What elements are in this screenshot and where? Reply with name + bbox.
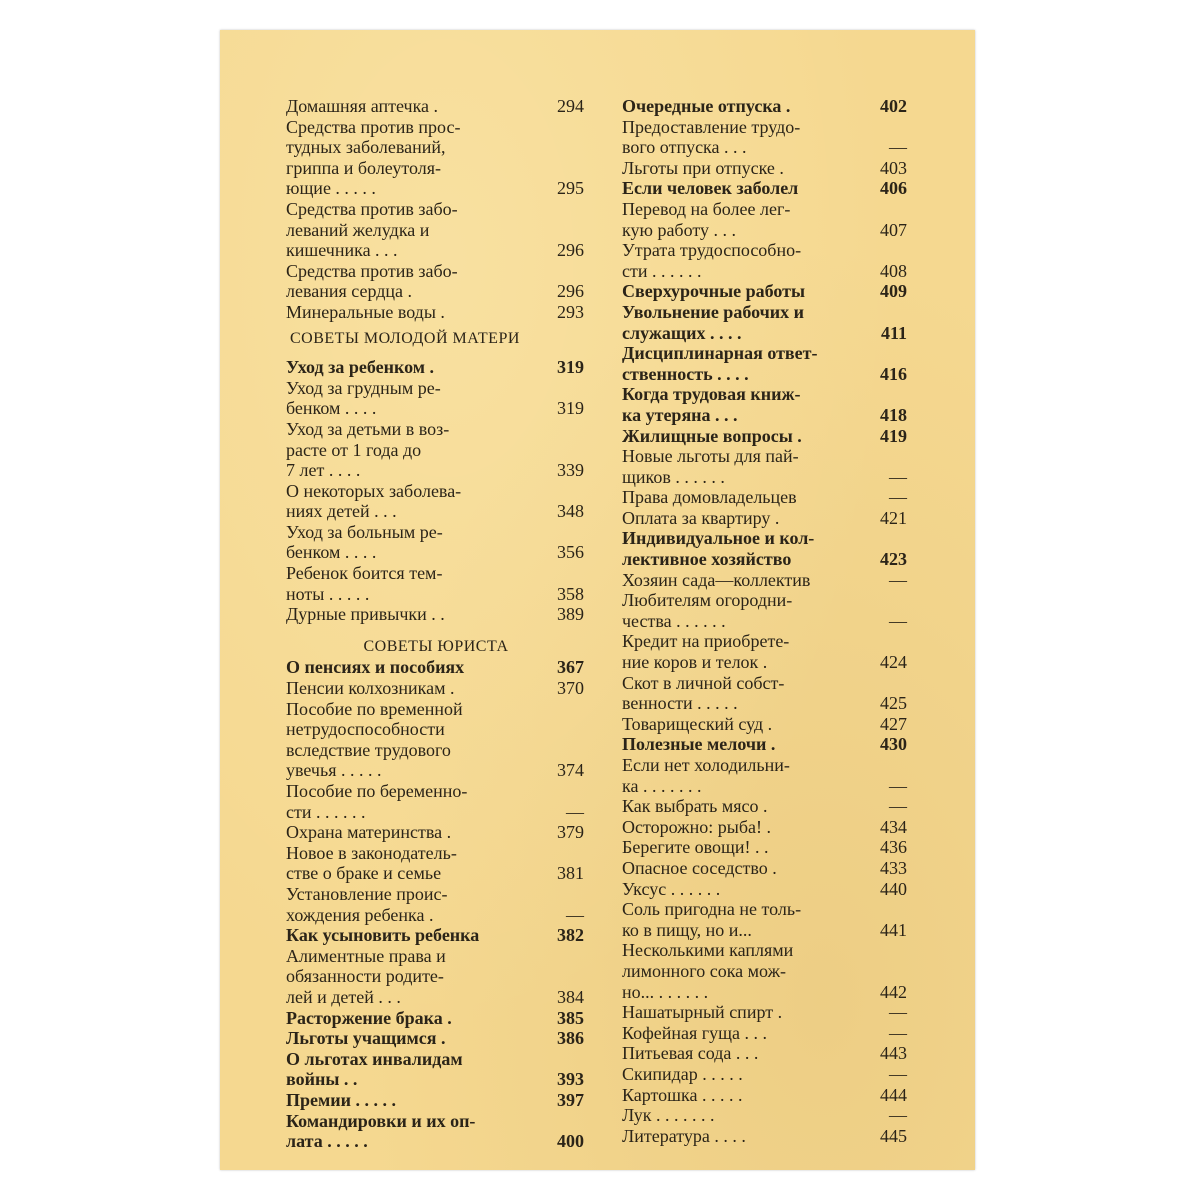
toc-page-number: 385 — [557, 1007, 584, 1028]
toc-entry — [622, 940, 909, 1002]
toc-entry — [622, 528, 909, 569]
toc-entry — [286, 522, 586, 563]
toc-entry-title-line: ка утеряна . . . — [622, 404, 738, 425]
toc-entry-title-line: Льготы при отпуске . — [622, 157, 784, 178]
toc-entry-title-line: ственность . . . . — [622, 363, 749, 384]
toc-page-number: 295 — [557, 178, 584, 199]
toc-entry-title-line: ющие . . . . . — [286, 178, 376, 199]
toc-entry — [622, 96, 909, 117]
toc-page-number: 382 — [557, 925, 584, 946]
toc-page-number: 379 — [557, 822, 584, 843]
toc-entry-title-line: Как усыновить ребенка — [286, 925, 480, 946]
toc-entry — [622, 1105, 909, 1126]
toc-page-number: 319 — [557, 398, 584, 419]
toc-entry — [622, 631, 909, 672]
toc-entry-title-line: ноты . . . . . — [286, 583, 370, 604]
toc-page-number: 423 — [880, 549, 907, 570]
toc-page-number: 442 — [880, 981, 907, 1002]
toc-page-number: — — [566, 904, 584, 925]
toc-entry-title-line: Жилищные вопросы . — [622, 425, 802, 446]
toc-entry-title-line: лимонного сока мож- — [622, 960, 787, 981]
toc-entry-title-line: лективное хозяйство — [622, 549, 792, 570]
toc-entry — [622, 714, 909, 735]
toc-entry-title-line: сти . . . . . . — [622, 260, 702, 281]
toc-entry-title-line: Любителям огородни- — [622, 590, 793, 611]
toc-page-number: 296 — [557, 281, 584, 302]
toc-page-number: — — [889, 466, 907, 487]
toc-entry — [622, 343, 909, 384]
toc-entry — [622, 446, 909, 487]
toc-entry-title-line: Если нет холодильни- — [622, 755, 790, 775]
toc-page-number: 434 — [880, 816, 907, 837]
toc-page-number: 408 — [880, 260, 907, 281]
toc-page-number: 348 — [557, 501, 584, 522]
toc-entry-title-line: Хозяин сада—коллектив — [622, 569, 811, 590]
toc-entry — [286, 822, 586, 843]
toc-entry-title-line: О пенсиях и пособиях — [286, 657, 465, 678]
toc-entry-title-line: Оплата за квартиру . — [622, 507, 780, 528]
toc-entry-title-line: увечья . . . . . — [286, 760, 382, 781]
toc-entry-title-line: Питьевая сода . . . — [622, 1043, 759, 1064]
toc-entry-title-line: Дисциплинарная ответ- — [622, 343, 818, 364]
toc-entry-title-line: чества . . . . . . — [622, 610, 726, 631]
toc-entry-title-line: Кофейная гуща . . . — [622, 1022, 768, 1043]
toc-entry — [622, 796, 909, 817]
toc-entry — [286, 925, 586, 946]
toc-entry-title-line: Командировки и их оп- — [286, 1110, 476, 1131]
toc-page-number: 407 — [880, 219, 907, 240]
toc-entry-title-line: Новое в законодатель- — [286, 842, 457, 863]
toc-entry — [286, 419, 586, 481]
toc-page-number: 386 — [557, 1028, 584, 1049]
toc-entry — [286, 699, 586, 781]
toc-page-number: 436 — [880, 837, 907, 858]
toc-entry — [286, 302, 586, 323]
toc-page-number: 400 — [557, 1131, 584, 1152]
toc-entry — [286, 96, 586, 117]
toc-entry-title-line: Домашняя аптечка . — [286, 96, 439, 116]
toc-entry — [622, 178, 909, 199]
toc-page-number: 294 — [557, 96, 584, 116]
toc-entry-title-line: Осторожно: рыба! . — [622, 816, 771, 837]
toc-page-number: 393 — [557, 1069, 584, 1090]
toc-entry — [622, 302, 909, 343]
toc-entry — [622, 858, 909, 879]
toc-entry-title-line: нетрудоспособности — [286, 719, 445, 740]
toc-entry-title-line: Лук . . . . . . . — [622, 1105, 715, 1126]
toc-page-number: 411 — [880, 322, 907, 343]
toc-entry-title-line: Уход за ребенком . — [286, 357, 435, 378]
toc-entry — [622, 1064, 909, 1085]
toc-entry-title-line: Соль пригодна не толь- — [622, 899, 802, 920]
toc-entry — [286, 1028, 586, 1049]
toc-entry-title-line: хождения ребенка . — [286, 904, 434, 925]
section-heading: СОВЕТЫ ЮРИСТА — [363, 637, 509, 655]
toc-entry-title-line: гриппа и болеутоля- — [286, 157, 441, 178]
toc-entry — [286, 1049, 586, 1090]
toc-entry-title-line: бенком . . . . — [286, 542, 377, 563]
toc-entry-title-line: Несколькими каплями — [622, 940, 794, 961]
toc-page-number: 418 — [880, 404, 907, 425]
toc-entry — [286, 481, 586, 522]
right-column — [622, 96, 909, 1146]
toc-entry-title-line: Пособие по беременно- — [286, 781, 468, 801]
toc-entry — [622, 240, 909, 281]
toc-entry — [286, 261, 586, 302]
toc-entry-title-line: 7 лет . . . . — [286, 460, 361, 481]
toc-page-number: — — [889, 569, 907, 590]
toc-entry — [622, 570, 909, 591]
toc-entry — [622, 837, 909, 858]
toc-page-number: 367 — [557, 657, 584, 678]
toc-page-number: 381 — [557, 863, 584, 884]
toc-entry-title-line: Алиментные права и — [286, 945, 446, 966]
toc-entry-title-line: Когда трудовая книж- — [622, 384, 801, 405]
toc-entry-title-line: Средства против забо- — [286, 198, 458, 219]
toc-page-number: — — [889, 610, 907, 631]
toc-entry-title-line: венности . . . . . — [622, 693, 738, 714]
toc-entry-title-line: Как выбрать мясо . — [622, 796, 768, 817]
toc-entry — [286, 1008, 586, 1029]
toc-page-number: 402 — [880, 96, 907, 116]
toc-entry-title-line: ниях детей . . . — [286, 501, 397, 522]
toc-entry-title-line: Расторжение брака . — [286, 1007, 452, 1028]
toc-entry-title-line: лата . . . . . — [286, 1131, 368, 1152]
toc-entry — [622, 281, 909, 302]
toc-entry — [286, 884, 586, 925]
book-page — [220, 30, 975, 1170]
toc-entry — [622, 1002, 909, 1023]
toc-entry — [286, 946, 586, 1008]
toc-entry-title-line: Картошка . . . . . — [622, 1084, 743, 1105]
toc-page-number: 427 — [880, 713, 907, 734]
toc-entry — [286, 357, 586, 378]
toc-entry-title-line: О льготах инвалидам — [286, 1048, 463, 1069]
toc-entry — [286, 843, 586, 884]
toc-page-number: — — [889, 775, 907, 796]
toc-entry — [622, 879, 909, 900]
toc-entry-title-line: Минеральные воды . — [286, 301, 445, 322]
toc-entry-title-line: Ребенок боится тем- — [286, 563, 443, 584]
toc-page-number: 421 — [880, 507, 907, 528]
toc-entry-title-line: Нашатырный спирт . — [622, 1002, 783, 1023]
toc-entry — [286, 781, 586, 822]
toc-entry — [622, 508, 909, 529]
toc-page-number: — — [566, 801, 584, 822]
toc-entry-title-line: Пенсии колхозникам . — [286, 678, 455, 699]
toc-entry-title-line: Товарищеский суд . — [622, 713, 773, 734]
toc-entry — [622, 755, 909, 796]
toc-page-number: 374 — [557, 760, 584, 781]
toc-entry-title-line: леваний желудка и — [286, 219, 430, 240]
toc-entry-title-line: лей и детей . . . — [286, 986, 401, 1007]
toc-entry-title-line: но... . . . . . . — [622, 981, 709, 1002]
toc-page-number: 424 — [880, 652, 907, 673]
toc-entry-title-line: Уход за больным ре- — [286, 521, 443, 542]
toc-entry-title-line: служащих . . . . — [622, 322, 742, 343]
toc-page-number: 384 — [557, 986, 584, 1007]
toc-entry — [286, 678, 586, 699]
toc-entry-title-line: Перевод на более лег- — [622, 198, 791, 219]
toc-entry — [622, 199, 909, 240]
toc-entry-title-line: тудных заболеваний, — [286, 137, 446, 158]
toc-page-number: 419 — [880, 425, 907, 446]
toc-entry-title-line: Увольнение рабочих и — [622, 301, 805, 322]
toc-page-number: — — [889, 1105, 907, 1126]
toc-entry-title-line: Средства против забо- — [286, 260, 458, 281]
toc-entry-title-line: Пособие по временной — [286, 698, 463, 719]
toc-page-number: 389 — [557, 604, 584, 625]
toc-entry-title-line: Скот в личной собст- — [622, 672, 785, 693]
toc-page-number: 356 — [557, 542, 584, 563]
toc-entry-title-line: Литература . . . . — [622, 1125, 746, 1146]
toc-entry — [286, 657, 586, 678]
toc-entry-title-line: вследствие трудового — [286, 739, 451, 760]
toc-entry-title-line: ко в пищу, но и... — [622, 919, 752, 940]
section-heading: СОВЕТЫ МОЛОДОЙ МАТЕРИ — [290, 329, 520, 347]
toc-entry-title-line: Берегите овощи! . . — [622, 837, 769, 858]
left-column — [286, 96, 586, 1152]
toc-entry-title-line: Очередные отпуска . — [622, 96, 791, 116]
toc-entry — [622, 487, 909, 508]
toc-page-number: — — [889, 487, 907, 508]
toc-entry — [622, 673, 909, 714]
toc-entry-title-line: Уксус . . . . . . — [622, 878, 721, 899]
toc-entry — [286, 378, 586, 419]
toc-entry-title-line: Предоставление трудо- — [622, 116, 801, 137]
toc-entry-title-line: обязанности родите- — [286, 966, 444, 987]
toc-entry-title-line: Полезные мелочи . — [622, 734, 776, 755]
toc-page-number: 441 — [880, 919, 907, 940]
toc-entry — [622, 817, 909, 838]
toc-page-number: 403 — [880, 157, 907, 178]
toc-entry — [622, 426, 909, 447]
toc-page-number: — — [889, 1063, 907, 1084]
toc-page-number: 416 — [880, 363, 907, 384]
toc-entry-title-line: Утрата трудоспособно- — [622, 240, 802, 261]
toc-page-number: — — [889, 1022, 907, 1043]
toc-page-number: 409 — [880, 281, 907, 302]
toc-entry — [286, 1090, 586, 1111]
toc-entry-title-line: кую работу . . . — [622, 219, 736, 240]
toc-entry — [622, 1043, 909, 1064]
toc-entry-title-line: Сверхурочные работы — [622, 281, 806, 302]
toc-page-number: 440 — [880, 878, 907, 899]
toc-entry-title-line: О некоторых заболева- — [286, 480, 462, 501]
toc-entry-title-line: левания сердца . — [286, 281, 413, 302]
toc-entry-title-line: Индивидуальное и кол- — [622, 528, 815, 549]
toc-entry-title-line: Дурные привычки . . — [286, 604, 445, 625]
toc-entry-title-line: Уход за грудным ре- — [286, 377, 441, 398]
toc-page-number: 397 — [557, 1089, 584, 1110]
toc-entry-title-line: войны . . — [286, 1069, 358, 1090]
toc-entry-title-line: ние коров и телок . — [622, 652, 768, 673]
toc-entry-title-line: Установление проис- — [286, 883, 448, 904]
toc-page-number: 319 — [557, 357, 584, 378]
toc-entry — [622, 1023, 909, 1044]
toc-entry-title-line: Скипидар . . . . . — [622, 1063, 743, 1084]
toc-entry-title-line: Новые льготы для пай- — [622, 446, 799, 467]
toc-entry-title-line: сти . . . . . . — [286, 801, 366, 822]
toc-entry — [622, 117, 909, 158]
toc-entry — [286, 563, 586, 604]
toc-page-number: 445 — [880, 1125, 907, 1146]
toc-page-number: 296 — [557, 240, 584, 261]
toc-page-number: 370 — [557, 678, 584, 699]
toc-entry-title-line: Средства против прос- — [286, 116, 461, 137]
toc-entry-title-line: ка . . . . . . . — [622, 775, 702, 796]
toc-entry-title-line: Премии . . . . . — [286, 1089, 397, 1110]
toc-page-number: 433 — [880, 857, 907, 878]
toc-entry-title-line: Если человек заболел — [622, 178, 799, 199]
toc-page-number: — — [889, 796, 907, 817]
toc-entry-title-line: щиков . . . . . . — [622, 466, 725, 487]
toc-entry-title-line: Кредит на приобрете- — [622, 631, 790, 652]
toc-entry-title-line: стве о браке и семье — [286, 863, 442, 884]
toc-page-number: 444 — [880, 1084, 907, 1105]
toc-page-number: 430 — [880, 734, 907, 755]
toc-page-number: 293 — [557, 301, 584, 322]
toc-entry-title-line: расте от 1 года до — [286, 439, 422, 460]
toc-entry — [622, 1085, 909, 1106]
toc-entry-title-line: Охрана материнства . — [286, 822, 452, 843]
toc-page-number: 425 — [880, 693, 907, 714]
toc-entry-title-line: вого отпуска . . . — [622, 137, 747, 158]
toc-entry — [286, 117, 586, 199]
toc-entry-title-line: кишечника . . . — [286, 240, 398, 261]
toc-page-number: 358 — [557, 583, 584, 604]
toc-entry-title-line: Льготы учащимся . — [286, 1028, 446, 1049]
toc-entry-title-line: бенком . . . . — [286, 398, 377, 419]
toc-entry-title-line: Уход за детьми в воз- — [286, 418, 450, 439]
toc-page-number: 443 — [880, 1043, 907, 1064]
toc-entry-title-line: Права домовладельцев — [622, 487, 797, 508]
toc-entry — [622, 384, 909, 425]
toc-page-number: 339 — [557, 460, 584, 481]
toc-entry — [622, 158, 909, 179]
toc-entry — [622, 1126, 909, 1147]
toc-entry — [622, 899, 909, 940]
toc-entry — [286, 604, 586, 625]
toc-entry-title-line: Опасное соседство . — [622, 857, 777, 878]
toc-entry — [622, 734, 909, 755]
toc-entry — [286, 199, 586, 261]
toc-page-number: 406 — [880, 178, 907, 199]
toc-page-number: — — [889, 1002, 907, 1023]
toc-entry — [286, 1111, 586, 1152]
toc-entry — [622, 590, 909, 631]
toc-page-number: — — [889, 137, 907, 158]
